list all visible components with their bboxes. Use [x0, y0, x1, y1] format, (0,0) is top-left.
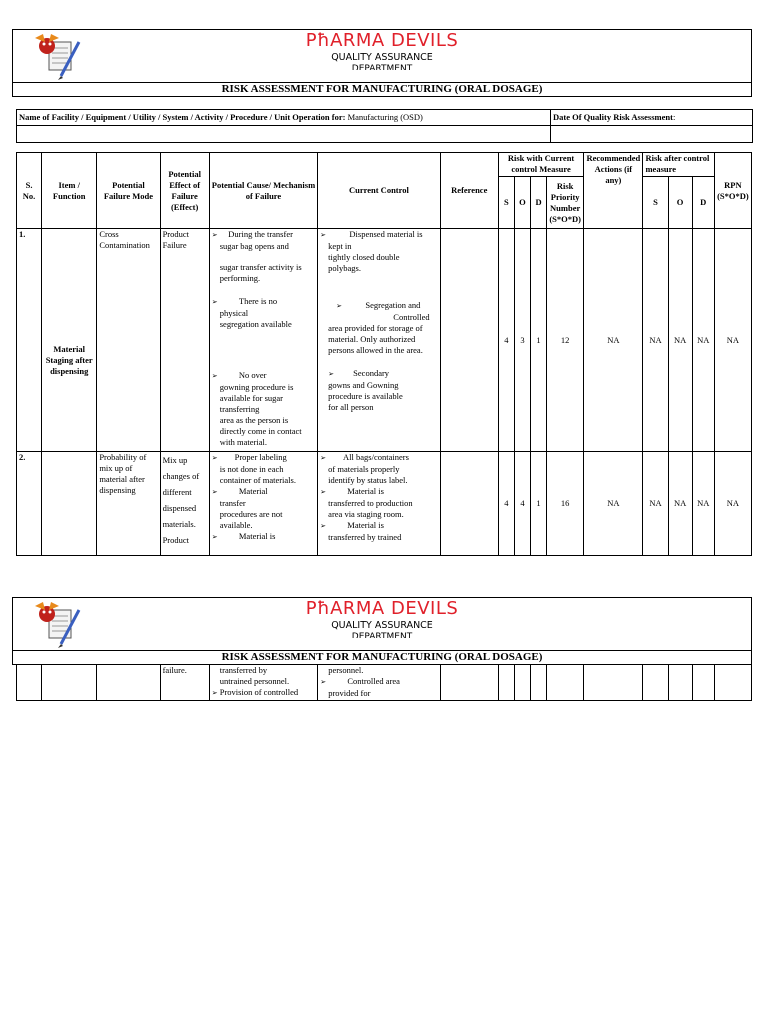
row2-control: ➢ All bags/containers of materials properly identify by status label. ➢ Material is transferred to production area via staging room. ➢ Material is transferred by trained — [318, 452, 440, 556]
col-sno: S. No. — [17, 153, 42, 229]
col-o: O — [514, 177, 530, 229]
col-effect: Potential Effect of Failure (Effect) — [160, 153, 209, 229]
page-header — [12, 29, 752, 97]
facility-cell: Name of Facility / Equipment / Utility / System / Activity / Procedure / Unit Operation for: Manufacturing (OSD) — [17, 110, 551, 126]
row1-rec: NA — [584, 229, 643, 452]
col-control: Current Control — [318, 153, 440, 229]
col-d2: D — [692, 177, 714, 229]
row2-effect: Mix up changes of different dispensed materials. Product — [160, 452, 209, 556]
row1-sno: 1. — [17, 229, 42, 452]
row2-s: 4 — [498, 452, 514, 556]
row2-d: 1 — [531, 452, 547, 556]
row1-reference — [440, 229, 498, 452]
date-value — [551, 126, 753, 143]
p2-cause: transferred by untrained personnel. ➢ Provision of controlled — [209, 665, 317, 701]
row2-o2: NA — [668, 452, 692, 556]
col-risk-after: Risk after control measure — [643, 153, 714, 177]
department-label: DEPARTMENT — [351, 64, 413, 70]
row2-failure-mode: Probability of mix up of material after dispensing — [97, 452, 160, 556]
row1-d2: NA — [692, 229, 714, 452]
col-item: Item / Function — [42, 153, 97, 229]
row1-o: 3 — [514, 229, 530, 452]
row1-o2: NA — [668, 229, 692, 452]
row2-sno: 2. — [17, 452, 42, 556]
col-d: D — [531, 177, 547, 229]
table-row — [17, 665, 752, 701]
col-s2: S — [643, 177, 668, 229]
row2-d2: NA — [692, 452, 714, 556]
brand-name: PħARMA DEVILS — [305, 598, 459, 619]
row2-o: 4 — [514, 452, 530, 556]
date-cell: Date Of Quality Risk Assessment: — [551, 110, 753, 126]
row2-item — [42, 452, 97, 556]
page2-header — [12, 597, 752, 665]
col-rpn: RPN (S*O*D) — [714, 153, 751, 229]
facility-blank — [17, 126, 551, 143]
row2-cause: ➢ Proper labeling is not done in each container of materials. ➢ Material transfer procedures are not available. ➢ Material is — [209, 452, 317, 556]
document-title: RISK ASSESSMENT FOR MANUFACTURING (ORAL DOSAGE) — [221, 651, 543, 663]
facility-value: Manufacturing (OSD) — [347, 112, 423, 122]
row1-s2: NA — [643, 229, 668, 452]
facility-label: Name of Facility / Equipment / Utility / System / Activity / Procedure / Unit Operation for — [19, 112, 343, 122]
row1-rpn2: NA — [714, 229, 751, 452]
row2-reference — [440, 452, 498, 556]
row2-rpn: 16 — [547, 452, 584, 556]
p2-effect: failure. — [160, 665, 209, 701]
row1-control: ➢ Dispensed material is kept in tightly closed double polybags. ➢ Segregation and Controlled area provided for storage of material. Only authorized persons allowed in the area. ➢ Secondary gowns and Gowning procedure is available for all person — [318, 229, 440, 452]
col-rpn-current: Risk Priority Number (S*O*D) — [547, 177, 584, 229]
row1-rpn: 12 — [547, 229, 584, 452]
col-risk-current: Risk with Current control Measure — [498, 153, 583, 177]
col-recommended: Recommended Actions (if any) — [584, 153, 643, 229]
row1-d: 1 — [531, 229, 547, 452]
row1-failure-mode: Cross Contamination — [97, 229, 160, 452]
row2-rec: NA — [584, 452, 643, 556]
date-label: Date Of Quality Risk Assessment — [553, 112, 673, 122]
brand-name: PħARMA DEVILS — [305, 30, 459, 51]
qa-subtitle: QUALITY ASSURANCE — [331, 620, 433, 631]
row2-rpn2: NA — [714, 452, 751, 556]
department-label: DEPARTMENT — [351, 632, 413, 638]
table-row — [17, 452, 752, 556]
row1-effect: Product Failure — [160, 229, 209, 452]
col-o2: O — [668, 177, 692, 229]
table-row — [17, 229, 752, 452]
col-failure-mode: Potential Failure Mode — [97, 153, 160, 229]
row1-item: Material Staging after dispensing — [42, 229, 97, 452]
row1-cause: ➢ During the transfer sugar bag opens and sugar transfer activity is performing. ➢ There is no physical segregation available ➢ No over gowning procedure is available for sugar transferring area as the person is directly come in contact with material. — [209, 229, 317, 452]
row2-s2: NA — [643, 452, 668, 556]
col-cause: Potential Cause/ Mechanism of Failure — [209, 153, 317, 229]
p2-control: personnel. ➢ Controlled area provided for — [318, 665, 441, 701]
facility-table — [16, 109, 753, 143]
document-title: RISK ASSESSMENT FOR MANUFACTURING (ORAL DOSAGE) — [221, 83, 543, 95]
qa-subtitle: QUALITY ASSURANCE — [331, 52, 433, 63]
risk-table — [16, 152, 752, 556]
row1-s: 4 — [498, 229, 514, 452]
col-s: S — [498, 177, 514, 229]
risk-table-continued — [16, 664, 752, 701]
col-reference: Reference — [440, 153, 498, 229]
